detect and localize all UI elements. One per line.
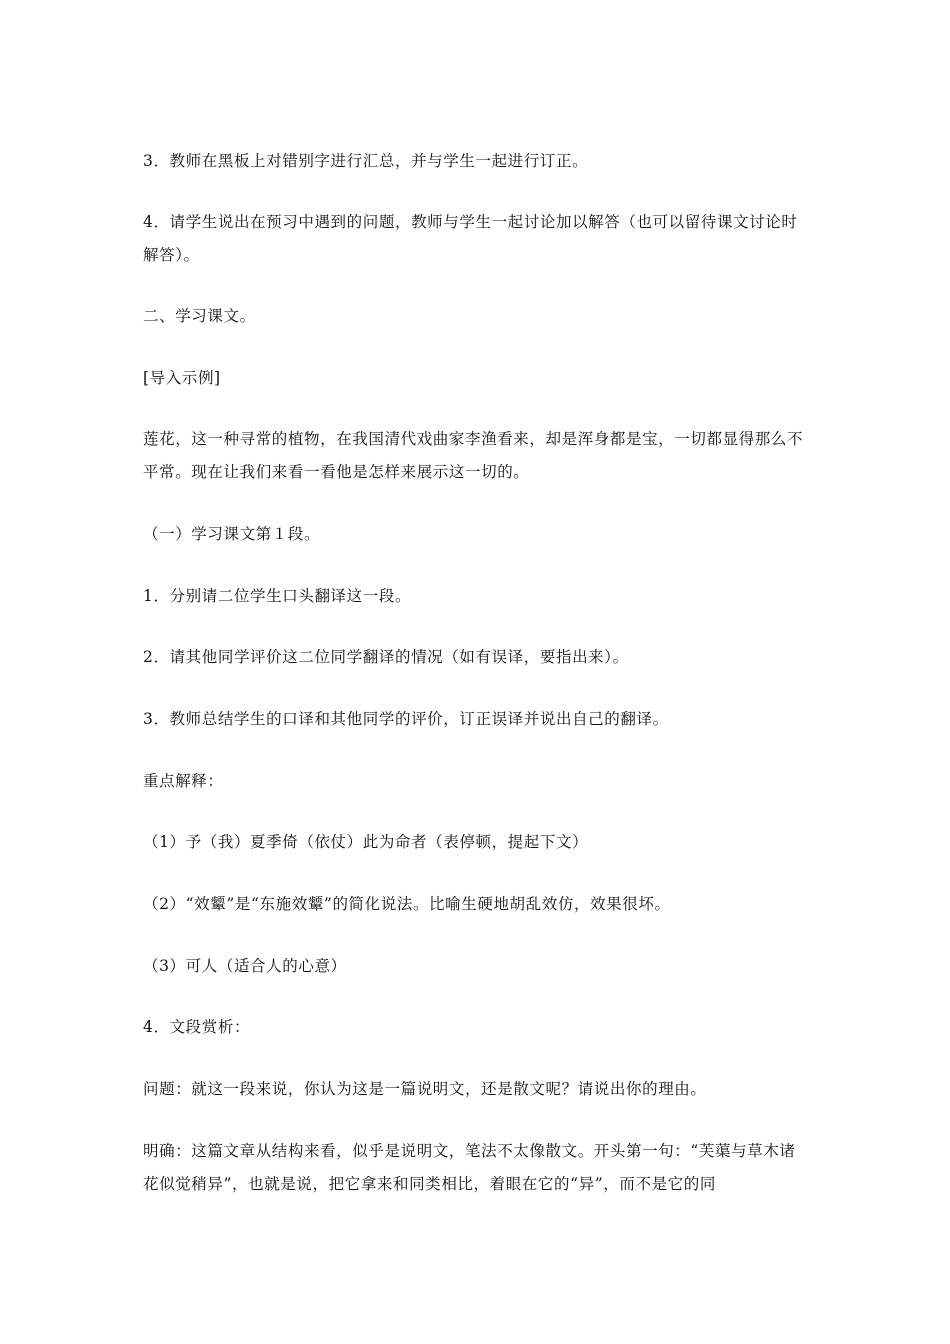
paragraph-step-3-summary: 3．教师总结学生的口译和其他同学的评价，订正误译并说出自己的翻译。 [143,710,669,728]
section-heading-study-text: 二、学习课文。 [143,307,256,325]
label-intro-example: [导入示例] [143,369,221,387]
explanation-item-2: （2）“效颦”是“东施效颦”的简化说法。比喻生硬地胡乱效仿，效果很坏。 [143,895,671,913]
paragraph-step-2-evaluate: 2．请其他同学评价这二位同学翻译的情况（如有误译，要指出来）。 [143,648,629,666]
paragraph-step-1-translate: 1．分别请二位学生口头翻译这一段。 [143,587,412,605]
paragraph-step-4-questions: 4．请学生说出在预习中遇到的问题，教师与学生一起讨论加以解答（也可以留待课文讨论时解答）。 [143,213,798,264]
paragraph-question: 问题：就这一段来说，你认为这是一篇说明文，还是散文呢？请说出你的理由。 [143,1080,707,1098]
explanation-item-1: （1）予（我）夏季倚（依仗）此为命者（表停顿，提起下文） [143,833,589,851]
paragraph-step-3-correction: 3．教师在黑板上对错别字进行汇总，并与学生一起进行订正。 [143,152,589,170]
subsection-heading-paragraph-1: （一）学习课文第１段。 [143,525,321,543]
paragraph-step-4-analysis: 4．文段赏析： [143,1018,251,1036]
label-key-explanations: 重点解释： [143,772,224,790]
explanation-item-3: （3）可人（适合人的心意） [143,957,347,975]
paragraph-intro-lotus: 莲花，这一种寻常的植物，在我国清代戏曲家李渔看来，却是浑身都是宝，一切都显得那么不平常。现在让我们来看一看他是怎样来展示这一切的。 [143,430,804,481]
paragraph-answer: 明确：这篇文章从结构来看，似乎是说明文，笔法不太像散文。开头第一句：“芙蕖与草木诸花似觉稍异”，也就是说，把它拿来和同类相比，着眼在它的“异”，而不是它的同 [143,1142,796,1193]
